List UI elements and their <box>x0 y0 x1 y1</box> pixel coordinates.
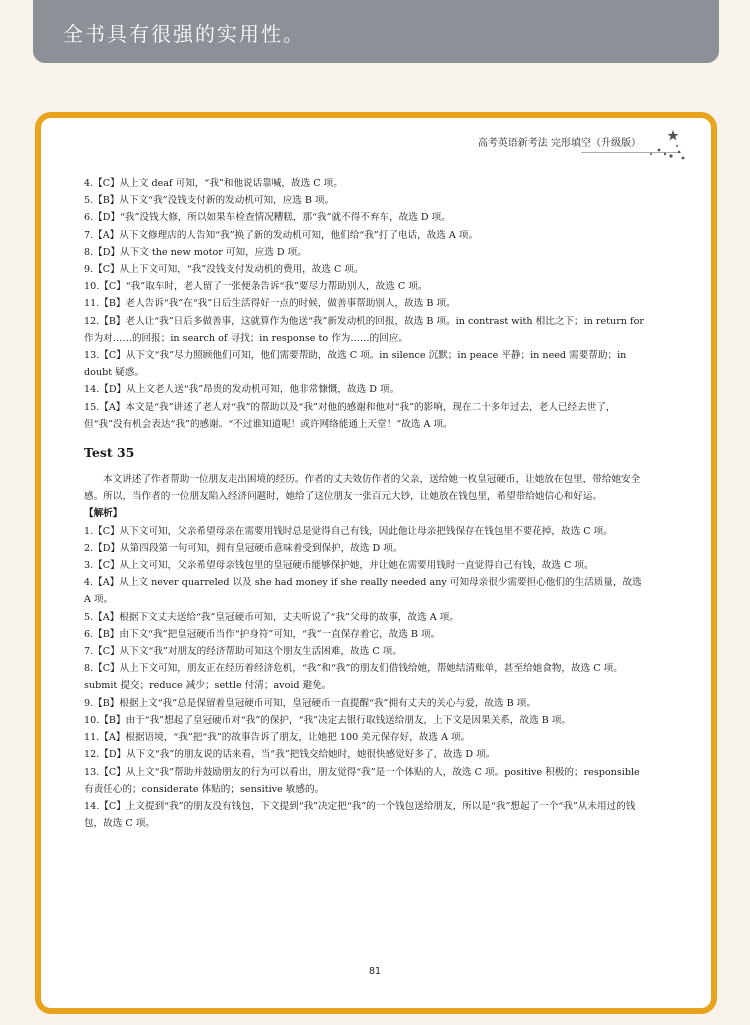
answer-item: 5.【A】根据下文丈夫送给“我”皇冠硬币可知，丈夫听说了“我”父母的故事，故选 A 项。 <box>84 611 459 623</box>
answer-item: 14.【C】上文提到“我”的朋友没有钱包，下文提到“我”决定把“我”的一个钱包送给朋友，所以是“我”想起了一个“我”从未用过的钱包，故选 C 项。 <box>84 800 636 830</box>
answer-content <box>84 175 650 832</box>
analysis-label: 【解析】 <box>84 508 123 520</box>
answer-item: 11.【B】老人告诉“我”在“我”日后生活得好一点的时候，做善事帮助别人，故选 B 项。 <box>84 298 456 310</box>
answer-item: 12.【D】从下文“我”的朋友说的话来看，当“我”把钱交给她时，她很快感觉好多了，故选 D 项。 <box>84 749 496 761</box>
answer-item: 11.【A】根据语境，“我”把“我”的故事告诉了朋友，让她把 100 美元保存好，故选 A 项。 <box>84 732 471 744</box>
answer-item: 14.【D】从上文老人送“我”昂贵的发动机可知，他非常慷慨，故选 D 项。 <box>84 384 400 396</box>
answer-item: 7.【A】从下文修理店的人告知“我”换了新的发动机可知，他们给“我”打了电话，故选 A 项。 <box>84 229 479 241</box>
answer-item: 10.【C】“我”取车时，老人留了一张便条告诉“我”要尽力帮助别人，故选 C 项。 <box>84 281 428 293</box>
answer-item: 6.【D】“我”没钱大修，所以如果车检查情况糟糕，那“我”就不得不弃车，故选 D 项。 <box>84 212 451 224</box>
answer-item: 7.【C】从下文“我”对朋友的经济帮助可知这个朋友生活困难，故选 C 项。 <box>84 646 402 658</box>
answer-item: 5.【B】从下文“我”没钱支付新的发动机可知，应选 B 项。 <box>84 195 335 207</box>
banner <box>33 0 719 63</box>
answer-item: 2.【D】从第四段第一句可知，拥有皇冠硬币意味着受到保护，故选 D 项。 <box>84 542 403 554</box>
running-header: 高考英语新考法 完形填空（升级版） <box>477 138 641 149</box>
answer-item: 15.【A】本文是“我”讲述了老人对“我”的帮助以及“我”对他的感谢和他对“我”的影响，现在二十多年过去，老人已经去世了，但“我”没有机会表达“我”的感谢。“不过谁知道呢！或许网络能通上天堂！”故选 A 项。 <box>84 401 616 430</box>
answer-item: 6.【B】由下文“我”把皇冠硬币当作“护身符”可知，“我”一直保存着它，故选 B 项。 <box>84 628 441 640</box>
answer-item: 10.【B】由于“我”想起了皇冠硬币对“我”的保护，“我”决定去银行取钱送给朋友，上下文是因果关系，故选 B 项。 <box>84 714 572 726</box>
answer-item: 12.【B】老人让“我”日后多做善事，这就算作为他送“我”新发动机的回报，故选 B 项。in contrast with 相比之下；in return for 作为对……的回报；in search of 寻找；in response to 作为……的回应。 <box>84 315 644 344</box>
answer-item: 3.【C】从上文可知，父亲希望母亲钱包里的皇冠硬币能够保护她，并让她在需要用钱时一直觉得自己有钱，故选 C 项。 <box>84 560 594 572</box>
stars-decoration-icon <box>621 126 691 166</box>
answer-item: 4.【A】从上文 never quarreled 以及 she had money if she really needed any 可知母亲很少需要担心他们的生活质量，故选 A 项。 <box>84 577 642 606</box>
answer-item: 9.【C】从上下文可知，“我”没钱支付发动机的费用，故选 C 项。 <box>84 264 364 276</box>
answer-item: 13.【C】从下文“我”尽力照顾他们可知，他们需要帮助，故选 C 项。in silence 沉默；in peace 平静；in need 需要帮助；in doubt 疑惑。 <box>84 350 627 379</box>
answer-item: 4.【C】从上文 deaf 可知，“我”和他说话靠喊，故选 C 项。 <box>84 178 343 189</box>
page-number: 81 <box>368 966 382 977</box>
answer-item: 9.【B】根据上文“我”总是保留着皇冠硬币可知，皇冠硬币一直提醒“我”拥有丈夫的关心与爱，故选 B 项。 <box>84 697 536 709</box>
answer-item: 13.【C】从上文“我”帮助并鼓励朋友的行为可以看出，朋友觉得“我”是一个体贴的人，故选 C 项。positive 积极的；responsible 有责任心的；considerate 体贴的；sensitive 敏感的。 <box>84 766 640 795</box>
answer-item: 1.【C】从下文可知，父亲希望母亲在需要用钱时总是觉得自己有钱，因此他让母亲把钱保存在钱包里不要花掉，故选 C 项。 <box>84 525 613 537</box>
answer-item: 8.【D】从下文 the new motor 可知，应选 D 项。 <box>84 246 307 258</box>
answer-item: 8.【C】从上下文可知，朋友正在经历着经济危机，“我”和“我”的朋友们借钱给她，帮她结清账单，甚至给她食物，故选 C 项。submit 提交；reduce 减少；settle 付清；avoid 避免。 <box>84 663 623 692</box>
banner-text: 全书具有很强的实用性。 <box>63 22 305 46</box>
test-title: Test 35 <box>84 445 135 461</box>
test-summary: 本文讲述了作者帮助一位朋友走出困境的经历。作者的丈夫效仿作者的父亲，送给她一枚皇冠硬币，让她放在包里，带给她安全感。所以，当作者的一位朋友陷入经济问题时，她给了这位朋友一张百元大钞，让她放在钱包里，希望带给她信心和好运。 <box>84 474 641 503</box>
